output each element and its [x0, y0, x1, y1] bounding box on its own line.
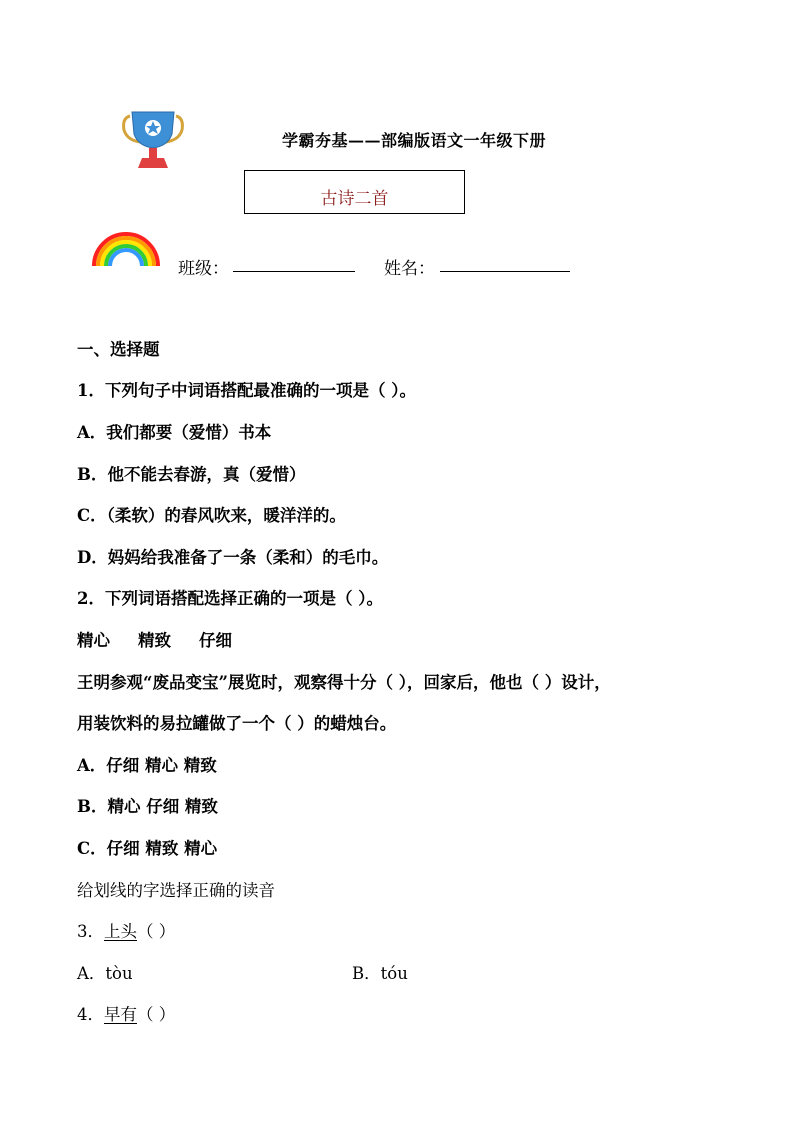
q1-stem: 1．下列句子中词语搭配最准确的一项是（ ）。 [77, 381, 416, 400]
q3-blank: （ ） [137, 922, 176, 941]
class-blank[interactable] [233, 271, 355, 272]
q2-passage-line-1: 王明参观“废品变宝”展览时，观察得十分（ ），回家后，他也（ ）设计， [77, 673, 611, 692]
q3-option-a: A．tòu [77, 964, 133, 983]
section-heading: 一、选择题 [77, 340, 160, 359]
q2-word-2: 精致 [138, 631, 171, 650]
q4-number: 4． [77, 1005, 104, 1024]
q3-stem [77, 918, 175, 942]
q2-option-a: A．仔细 精心 精致 [77, 756, 217, 775]
q2-option-b: B．精心 仔细 精致 [77, 797, 218, 816]
q2-passage-line-2: 用装饮料的易拉罐做了一个（ ）的蜡烛台。 [77, 714, 397, 733]
class-label: 班级： [178, 259, 229, 279]
lesson-title-box [244, 170, 465, 214]
q2-word-3: 仔细 [199, 631, 232, 650]
q2-word-1: 精心 [77, 631, 110, 650]
q3-number: 3． [77, 922, 104, 941]
q2-words [77, 627, 232, 651]
q2-option-c: C．仔细 精致 精心 [77, 839, 218, 858]
name-label: 姓名： [384, 259, 435, 279]
rainbow-icon [90, 228, 162, 268]
q2-stem: 2．下列词语搭配选择正确的一项是（ ）。 [77, 589, 383, 608]
q4-stem [77, 1001, 175, 1025]
q1-option-d: D．妈妈给我准备了一条（柔和）的毛巾。 [77, 548, 389, 567]
pronunciation-instruction: 给划线的字选择正确的读音 [77, 881, 275, 900]
q4-blank: （ ） [137, 1005, 176, 1024]
q3-option-b: B．tóu [352, 964, 408, 983]
q1-option-c: C．（柔软）的春风吹来，暖洋洋的。 [77, 506, 346, 525]
q1-option-a: A．我们都要（爱惜）书本 [77, 423, 272, 442]
q1-option-b: B．他不能去春游，真（爱惜） [77, 465, 306, 484]
document-title: 学霸夯基——部编版语文一年级下册 [282, 131, 547, 150]
name-blank[interactable] [440, 271, 570, 272]
lesson-title: 古诗二首 [320, 189, 389, 209]
trophy-icon [120, 108, 186, 170]
q3-underlined-word: 上头 [104, 922, 137, 941]
q4-underlined-word: 早有 [104, 1005, 137, 1024]
